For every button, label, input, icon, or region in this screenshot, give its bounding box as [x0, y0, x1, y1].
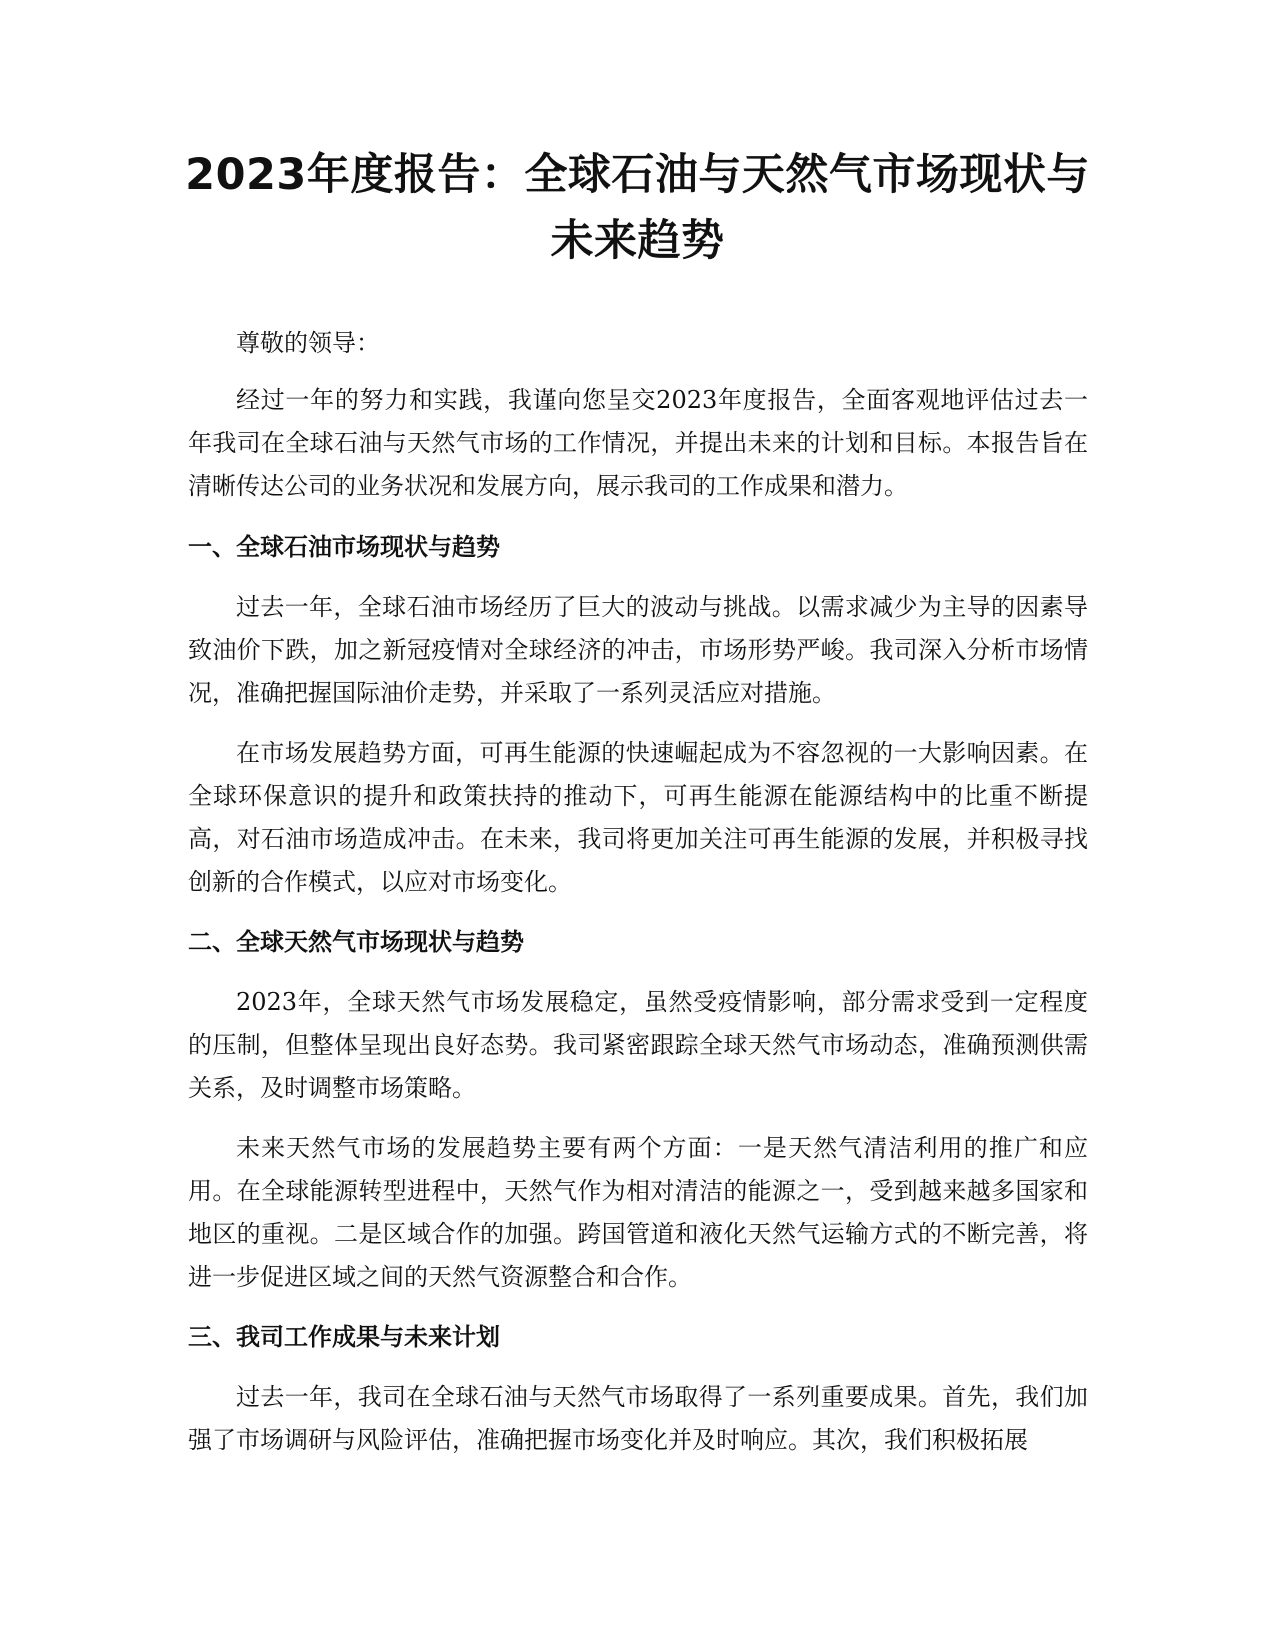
section-gas-market: [188, 921, 1088, 1299]
section-oil-market: [188, 526, 1088, 904]
section-paragraph: 过去一年，我司在全球石油与天然气市场取得了一系列重要成果。首先，我们加强了市场调研与风险评估，准确把握市场变化并及时响应。其次，我们积极拓展: [188, 1383, 1088, 1454]
section-heading: 二、全球天然气市场现状与趋势: [188, 928, 524, 956]
section-heading: 一、全球石油市场现状与趋势: [188, 533, 500, 561]
section-paragraph: 过去一年，全球石油市场经历了巨大的波动与挑战。以需求减少为主导的因素导致油价下跌，加之新冠疫情对全球经济的冲击，市场形势严峻。我司深入分析市场情况，准确把握国际油价走势，并采取了一系列灵活应对措施。: [188, 593, 1088, 707]
section-paragraph: 2023年，全球天然气市场发展稳定，虽然受疫情影响，部分需求受到一定程度的压制，但整体呈现出良好态势。我司紧密跟踪全球天然气市场动态，准确预测供需关系，及时调整市场策略。: [188, 988, 1088, 1102]
section-heading: 三、我司工作成果与未来计划: [188, 1323, 500, 1351]
section-paragraph: 未来天然气市场的发展趋势主要有两个方面：一是天然气清洁利用的推广和应用。在全球能源转型进程中，天然气作为相对清洁的能源之一，受到越来越多国家和地区的重视。二是区域合作的加强。跨国管道和液化天然气运输方式的不断完善，将进一步促进区域之间的天然气资源整合和合作。: [188, 1134, 1088, 1291]
section-paragraph: 在市场发展趋势方面，可再生能源的快速崛起成为不容忽视的一大影响因素。在全球环保意识的提升和政策扶持的推动下，可再生能源在能源结构中的比重不断提高，对石油市场造成冲击。在未来，我司将更加关注可再生能源的发展，并积极寻找创新的合作模式，以应对市场变化。: [188, 739, 1088, 896]
greeting: 尊敬的领导：: [236, 329, 380, 357]
section-achievements: [188, 1316, 1088, 1462]
document-title: 2023年度报告：全球石油与天然气市场现状与未来趋势: [185, 150, 1090, 266]
document-body: [188, 322, 1088, 1479]
intro-paragraph: 经过一年的努力和实践，我谨向您呈交2023年度报告，全面客观地评估过去一年我司在全球石油与天然气市场的工作情况，并提出未来的计划和目标。本报告旨在清晰传达公司的业务状况和发展方向，展示我司的工作成果和潜力。: [188, 386, 1088, 500]
